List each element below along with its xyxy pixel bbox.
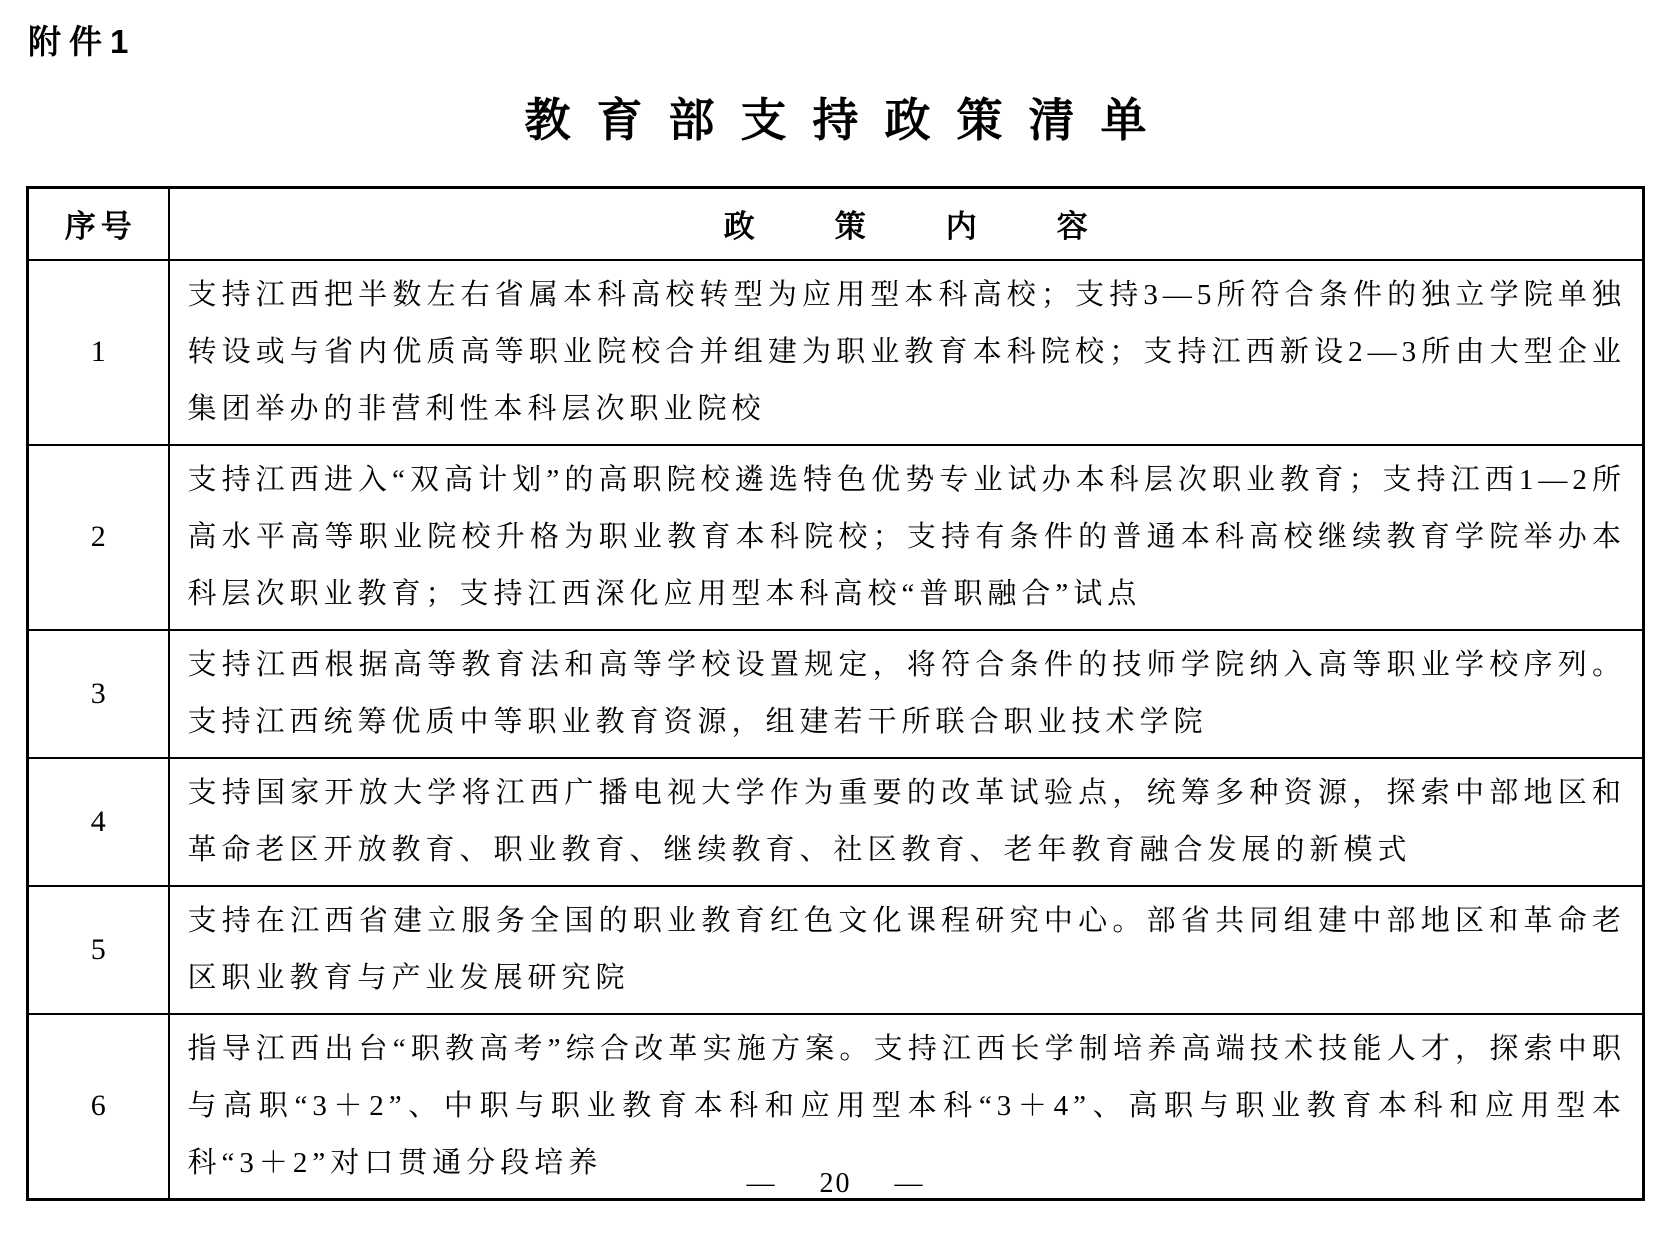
table-row	[28, 630, 1644, 758]
row-index: 5	[28, 886, 169, 1014]
row-index: 4	[28, 758, 169, 886]
row-content: 支持江西进入“双高计划”的高职院校遴选特色优势专业试办本科层次职业教育；支持江西1—2所高水平高等职业院校升格为职业教育本科院校；支持有条件的普通本科高校继续教育学院举办本科层次职业教育；支持江西深化应用型本科高校“普职融合”试点	[169, 445, 1644, 630]
page-number: — 20 —	[746, 1168, 925, 1199]
row-index: 3	[28, 630, 169, 758]
row-content: 支持在江西省建立服务全国的职业教育红色文化课程研究中心。部省共同组建中部地区和革命老区职业教育与产业发展研究院	[169, 886, 1644, 1014]
row-content: 指导江西出台“职教高考”综合改革实施方案。支持江西长学制培养高端技术技能人才，探索中职与高职“3＋2”、中职与职业教育本科和应用型本科“3＋4”、高职与职业教育本科和应用型本科“3＋2”对口贯通分段培养	[169, 1014, 1644, 1200]
policy-table	[26, 186, 1645, 1201]
column-header-index: 序号	[28, 188, 169, 260]
row-content: 支持江西把半数左右省属本科高校转型为应用型本科高校；支持3—5所符合条件的独立学院单独转设或与省内优质高等职业院校合并组建为职业教育本科院校；支持江西新设2—3所由大型企业集团举办的非营利性本科层次职业院校	[169, 260, 1644, 445]
table-row	[28, 758, 1644, 886]
row-index: 1	[28, 260, 169, 445]
page-title: 教育部支持政策清单	[524, 95, 1173, 146]
table-row	[28, 260, 1644, 445]
attachment-label: 附件1	[28, 23, 137, 60]
row-index: 2	[28, 445, 169, 630]
row-content: 支持国家开放大学将江西广播电视大学作为重要的改革试验点，统筹多种资源，探索中部地区和革命老区开放教育、职业教育、继续教育、社区教育、老年教育融合发展的新模式	[169, 758, 1644, 886]
row-index: 6	[28, 1014, 169, 1200]
row-content: 支持江西根据高等教育法和高等学校设置规定，将符合条件的技师学院纳入高等职业学校序列。支持江西统筹优质中等职业教育资源，组建若干所联合职业技术学院	[169, 630, 1644, 758]
table-row	[28, 886, 1644, 1014]
table-header-row	[28, 188, 1644, 260]
column-header-content: 政策内容	[169, 188, 1644, 260]
table-row	[28, 445, 1644, 630]
